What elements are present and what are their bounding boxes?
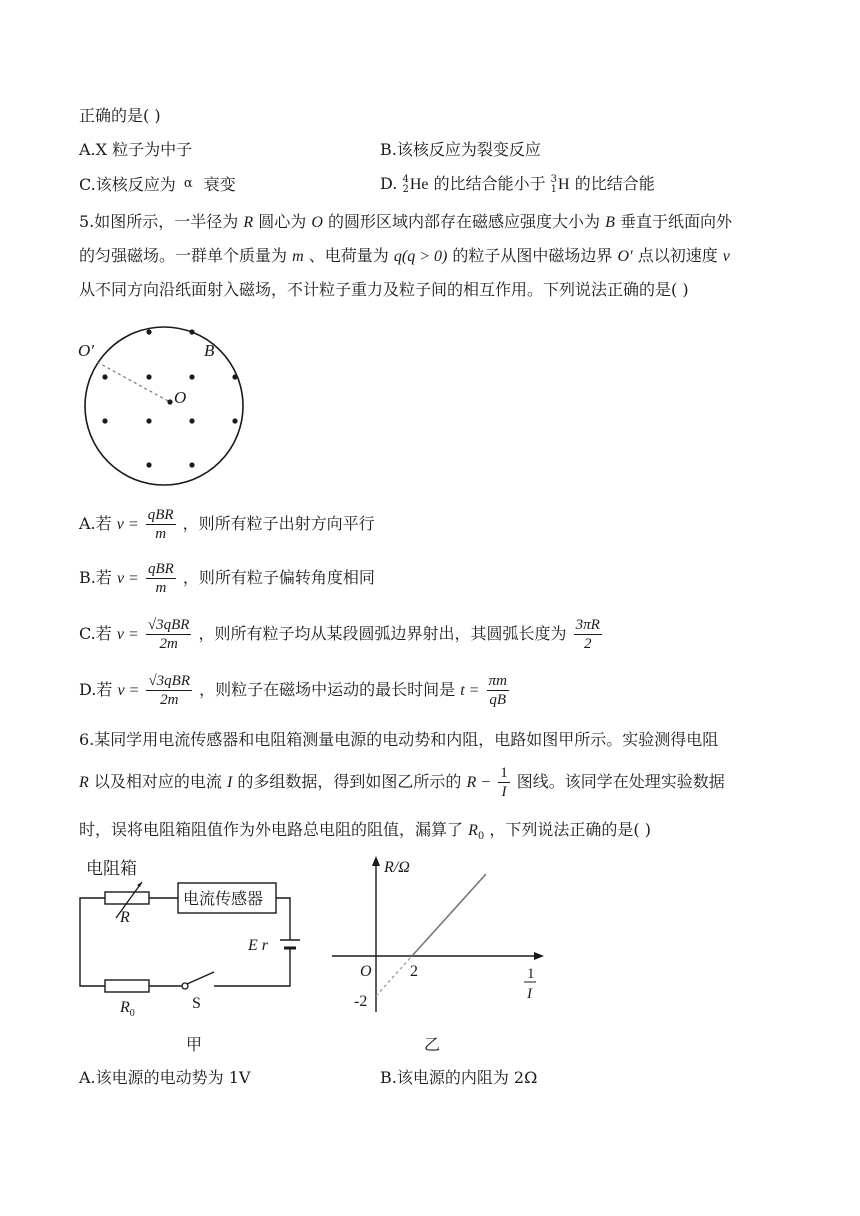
q5-option-d [79,670,511,711]
option-text: ，则所有粒子偏转角度相同 [182,568,375,587]
fraction [146,616,192,653]
q6-stem-line-2 [79,762,725,803]
y-axis-arrow [372,856,380,866]
label-o-prime: O′ [78,341,94,360]
arrow-head [137,882,142,887]
h-symbol: H [558,176,570,193]
q4-option-c [79,174,236,195]
data-line-dashed-extension [376,956,412,996]
current-sensor-label: 电流传感器 [183,889,264,908]
q4-d-middle: 的比结合能小于 [433,174,546,193]
q5-option-a [79,504,375,545]
q5-text: 5.如图所示，一半径为 [79,212,239,231]
field-boundary-circle [85,327,243,485]
fraction [146,560,176,597]
denominator: 2 [583,636,592,652]
field-dot [189,374,194,379]
field-dots [102,329,237,467]
field-dot [189,329,194,334]
option-label: A.若 [79,514,112,533]
symbol-r0: R [468,822,478,839]
he-atomic-number: 2 [402,183,409,195]
q4-c-suffix: 衰变 [203,175,236,194]
q6-stem-line-1: 6.某同学用电流传感器和电阻箱测量电源的电动势和内阻，电路如图甲所示。实验测得电阻 [79,730,719,749]
expr-r-minus: R − [466,774,492,791]
velocity-expr: v = [116,516,139,533]
x-intercept-label: 2 [410,963,418,980]
q4-option-d [380,174,655,195]
denominator: 2m [160,692,179,708]
alpha-symbol: α [183,176,193,191]
q5-text: 垂直于纸面向外 [620,212,733,231]
symbol-r: R [79,774,89,791]
numerator: qBR [147,561,174,577]
y-axis-label: R/Ω [384,859,410,876]
center-point [167,399,172,404]
option-text: ，则粒子在磁场中运动的最长时间是 [199,680,456,699]
h-nuclide-numbers [551,175,557,195]
fraction [498,764,510,801]
q5-text: 的圆形区域内部存在磁感应强度大小为 [328,212,601,231]
switch-label: S [192,995,201,1012]
q6-option-b: B.该电源的内阻为 2Ω [380,1068,538,1087]
r0-label: $R_0$ [120,999,135,1019]
velocity-expr: v = [117,682,140,699]
switch-blade [187,972,214,984]
q5-text: 的粒子从图中磁场边界 [452,246,613,265]
symbol-b: B [605,214,615,231]
data-line-solid [412,874,486,956]
rheostat-r-label: R [120,909,130,926]
question-stem-tail: 正确的是( ) [79,106,161,125]
circuit-diagram [74,852,314,1062]
q5-text: 圆心为 [258,212,307,231]
magnetic-field-figure [76,318,256,494]
figure-caption-yi: 乙 [424,1035,441,1054]
option-label: B.若 [79,568,112,587]
he-mass-number: 4 [402,173,409,185]
q4-d-prefix: D. [380,174,398,193]
numerator: √3qBR [148,673,191,689]
q4-c-prefix: C.该核反应为 [79,175,176,194]
label-o: O [174,388,187,407]
field-dot [146,462,151,467]
figure-caption-jia: 甲 [186,1035,203,1054]
field-dot [232,418,237,423]
q6-stem-line-3 [79,820,651,847]
q5-text: 、电荷量为 [308,246,389,265]
resistance-box-label: 电阻箱 [86,859,137,879]
q4-option-a: A.X 粒子为中子 [79,140,193,159]
option-label: D.若 [79,680,113,699]
field-dot [146,329,151,334]
option-text: ，则所有粒子均从某段圆弧边界射出，其圆弧长度为 [198,624,567,643]
option-text: ，则所有粒子出射方向平行 [182,514,375,533]
q5-option-b [79,558,375,599]
fraction [146,672,192,709]
field-dot [102,374,107,379]
symbol-r: R [243,214,254,231]
velocity-expr: v = [116,570,139,587]
numerator: 1 [500,765,508,781]
emf-label: E r [248,937,268,954]
r-vs-inverse-i-graph [328,852,558,1062]
q6-option-a: A.该电源的电动势为 1V [79,1068,251,1087]
field-dot [189,418,194,423]
he-symbol: He [409,176,429,193]
q5-stem-line-3: 从不同方向沿纸面射入磁场，不计粒子重力及粒子间的相互作用。下列说法正确的是( ) [79,280,689,299]
numerator: πm [488,673,507,689]
symbol-o-prime: O′ [617,248,633,265]
q4-d-suffix: 的比结合能 [574,174,655,193]
field-dot [189,462,194,467]
radius-dashed-line [97,362,170,402]
h-mass-number: 3 [550,173,558,185]
fraction [487,672,509,709]
origin-label: O [360,963,372,980]
symbol-charge: q(q > 0) [393,248,448,265]
denominator: m [155,526,167,542]
q5-stem-line-1 [79,212,732,233]
x-axis-label-denominator: I [527,986,532,1002]
q6-text: 时，误将电阻箱阻值作为外电路总电阻的阻值，漏算了 [79,820,464,839]
field-dot [146,418,151,423]
denominator: I [501,784,507,800]
velocity-expr: v = [116,626,139,643]
q6-text: 以及相对应的电流 [93,772,222,791]
denominator: qB [489,692,507,708]
q4-option-b: B.该核反应为裂变反应 [380,140,541,159]
option-label: C.若 [79,624,112,643]
numerator: 3πR [575,617,600,633]
q6-text: 图线。该同学在处理实验数据 [516,772,725,791]
he-nuclide-numbers [402,175,408,195]
denominator: 2m [159,636,178,652]
x-axis-label-numerator: 1 [527,966,535,982]
fraction [574,616,602,653]
denominator: m [155,580,167,596]
x-axis-arrow [534,952,544,960]
q6-text: 的多组数据，得到如图乙所示的 [237,772,462,791]
fraction [146,506,176,543]
y-intercept-label: -2 [354,993,368,1010]
q5-stem-line-2 [79,246,730,267]
field-dot [146,374,151,379]
q5-option-c [79,614,604,655]
symbol-o: O [311,214,323,231]
numerator: √3qBR [147,617,190,633]
time-expr: t = [460,682,480,699]
q5-text: 的匀强磁场。一群单个质量为 [79,246,288,265]
fixed-resistor-r0 [105,980,149,992]
label-b: B [204,341,215,360]
q5-text: 点以初速度 [637,246,718,265]
numerator: qBR [147,507,174,523]
q6-text: ，下列说法正确的是( ) [489,820,651,839]
symbol-i: I [226,774,233,791]
subscript: 0 [477,831,485,843]
field-dot [102,418,107,423]
field-dot [232,374,237,379]
h-atomic-number: 1 [550,183,558,195]
symbol-m: m [292,248,304,265]
symbol-v: v [722,248,730,265]
